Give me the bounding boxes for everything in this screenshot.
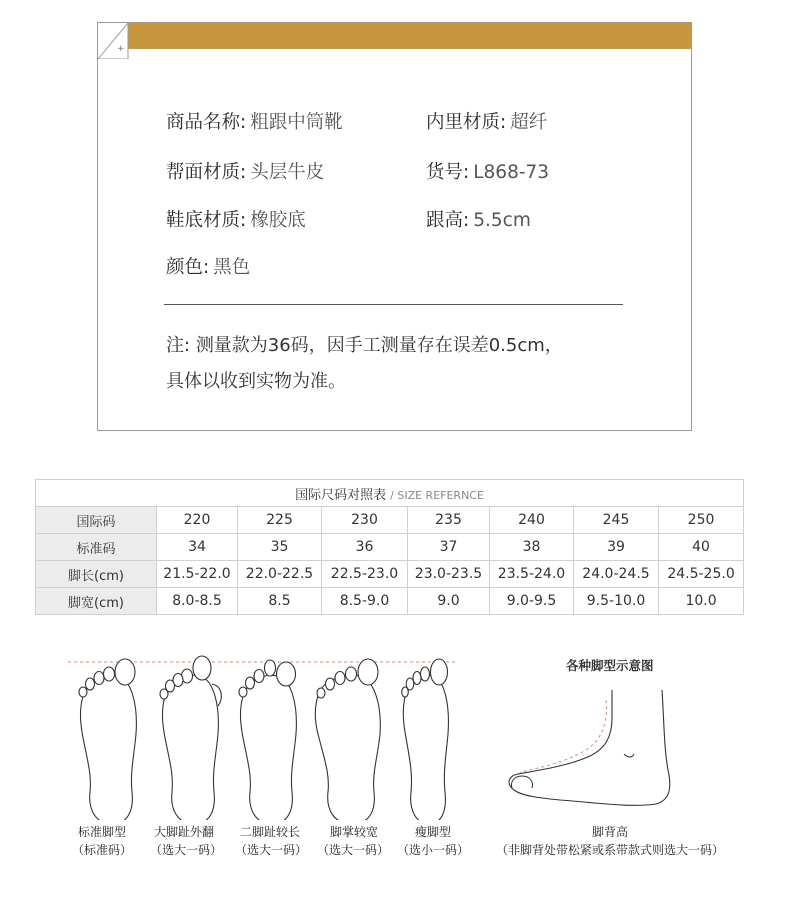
table-cell: 220 (157, 507, 238, 534)
table-row (36, 507, 744, 534)
foot-types-title: 各种脚型示意图 (566, 658, 654, 673)
heel-height (426, 210, 531, 232)
table-cell: 35 (238, 534, 322, 561)
table-cell: 24.5-25.0 (659, 561, 744, 588)
table-cell: 10.0 (659, 588, 744, 615)
note-label: 注: (166, 335, 191, 356)
product-color-label: 颜色: (166, 257, 210, 278)
foot-type-advice: （选大一码） (234, 843, 307, 857)
size-reference-table (35, 479, 744, 615)
sole-material (166, 210, 306, 232)
table-title-en: / SIZE REFERNCE (390, 488, 484, 502)
product-color-value: 黑色 (213, 257, 251, 278)
table-cell: 40 (659, 534, 744, 561)
foot-type-advice: （选大一码） (149, 843, 222, 857)
foot-type-name: 瘦脚型 (414, 825, 451, 839)
bunion-foot-icon (160, 656, 221, 820)
heel-height-value: 5.5cm (473, 210, 531, 231)
item-number-label: 货号: (426, 162, 470, 183)
foot-type-advice: （非脚背处带松紧或系带款式则选大一码） (495, 843, 724, 857)
table-cell: 36 (322, 534, 408, 561)
card-accent-bar (128, 23, 691, 49)
row-header: 脚长(cm) (36, 561, 157, 588)
folded-corner-icon (98, 23, 130, 59)
foot-type-advice: （标准码） (71, 843, 132, 857)
foot-type-name: 二脚趾较长 (239, 825, 300, 839)
table-cell: 24.0-24.5 (574, 561, 659, 588)
table-cell: 8.5 (238, 588, 322, 615)
table-cell: 230 (322, 507, 408, 534)
table-cell: 37 (408, 534, 490, 561)
table-cell: 8.0-8.5 (157, 588, 238, 615)
item-number-value: L868-73 (473, 162, 550, 183)
table-cell: 34 (157, 534, 238, 561)
foot-type-name: 脚掌较宽 (329, 825, 378, 839)
product-name-label: 商品名称: (166, 112, 247, 133)
table-cell: 22.5-23.0 (322, 561, 408, 588)
table-cell: 245 (574, 507, 659, 534)
slim-foot-icon (402, 659, 449, 820)
table-cell: 9.5-10.0 (574, 588, 659, 615)
table-cell: 21.5-22.0 (157, 561, 238, 588)
table-cell: 8.5-9.0 (322, 588, 408, 615)
upper-material-value: 头层牛皮 (250, 162, 325, 183)
table-cell: 38 (490, 534, 574, 561)
row-header: 标准码 (36, 534, 157, 561)
standard-foot-icon (79, 659, 136, 820)
card-divider (164, 304, 623, 305)
table-cell: 22.0-22.5 (238, 561, 322, 588)
row-header: 脚宽(cm) (36, 588, 157, 615)
row-header: 国际码 (36, 507, 157, 534)
table-row (36, 561, 744, 588)
svg-text:+: + (117, 44, 125, 54)
table-cell: 23.0-23.5 (408, 561, 490, 588)
foot-type-name: 标准脚型 (77, 825, 126, 839)
foot-type-name: 大脚趾外翻 (153, 825, 214, 839)
lining-material-value: 超纤 (510, 112, 548, 133)
table-cell: 225 (238, 507, 322, 534)
table-cell: 23.5-24.0 (490, 561, 574, 588)
sole-material-value: 橡胶底 (250, 210, 306, 231)
note-line-1: 测量款为36码，因手工测量存在误差0.5cm， (195, 335, 563, 356)
item-number (426, 162, 549, 184)
table-cell: 9.0 (408, 588, 490, 615)
product-color (166, 257, 250, 279)
product-info-card (97, 22, 692, 431)
table-title-row (36, 480, 744, 507)
foot-types-illustration (0, 640, 790, 820)
table-cell: 240 (490, 507, 574, 534)
table-cell: 39 (574, 534, 659, 561)
table-row (36, 588, 744, 615)
table-row (36, 534, 744, 561)
table-title-text: 国际尺码对照表 (295, 487, 387, 503)
sole-material-label: 鞋底材质: (166, 210, 247, 231)
heel-height-label: 跟高: (426, 210, 470, 231)
product-name (166, 112, 343, 134)
lining-material-label: 内里材质: (426, 112, 507, 133)
long-second-toe-foot-icon (239, 660, 296, 820)
measurement-note (166, 328, 563, 400)
table-cell: 250 (659, 507, 744, 534)
upper-material (166, 162, 324, 184)
foot-type-advice: （选大一码） (316, 843, 389, 857)
lining-material (426, 112, 547, 134)
table-cell: 9.0-9.5 (490, 588, 574, 615)
wide-foot-icon (315, 659, 380, 820)
table-cell: 235 (408, 507, 490, 534)
note-line-2: 具体以收到实物为准。 (166, 371, 346, 392)
foot-type-advice: （选小一码） (396, 843, 469, 857)
foot-type-name: 脚背高 (591, 825, 628, 839)
high-instep-foot-icon (509, 690, 670, 805)
upper-material-label: 帮面材质: (166, 162, 247, 183)
product-name-value: 粗跟中筒靴 (250, 112, 343, 133)
table-title (36, 480, 744, 507)
